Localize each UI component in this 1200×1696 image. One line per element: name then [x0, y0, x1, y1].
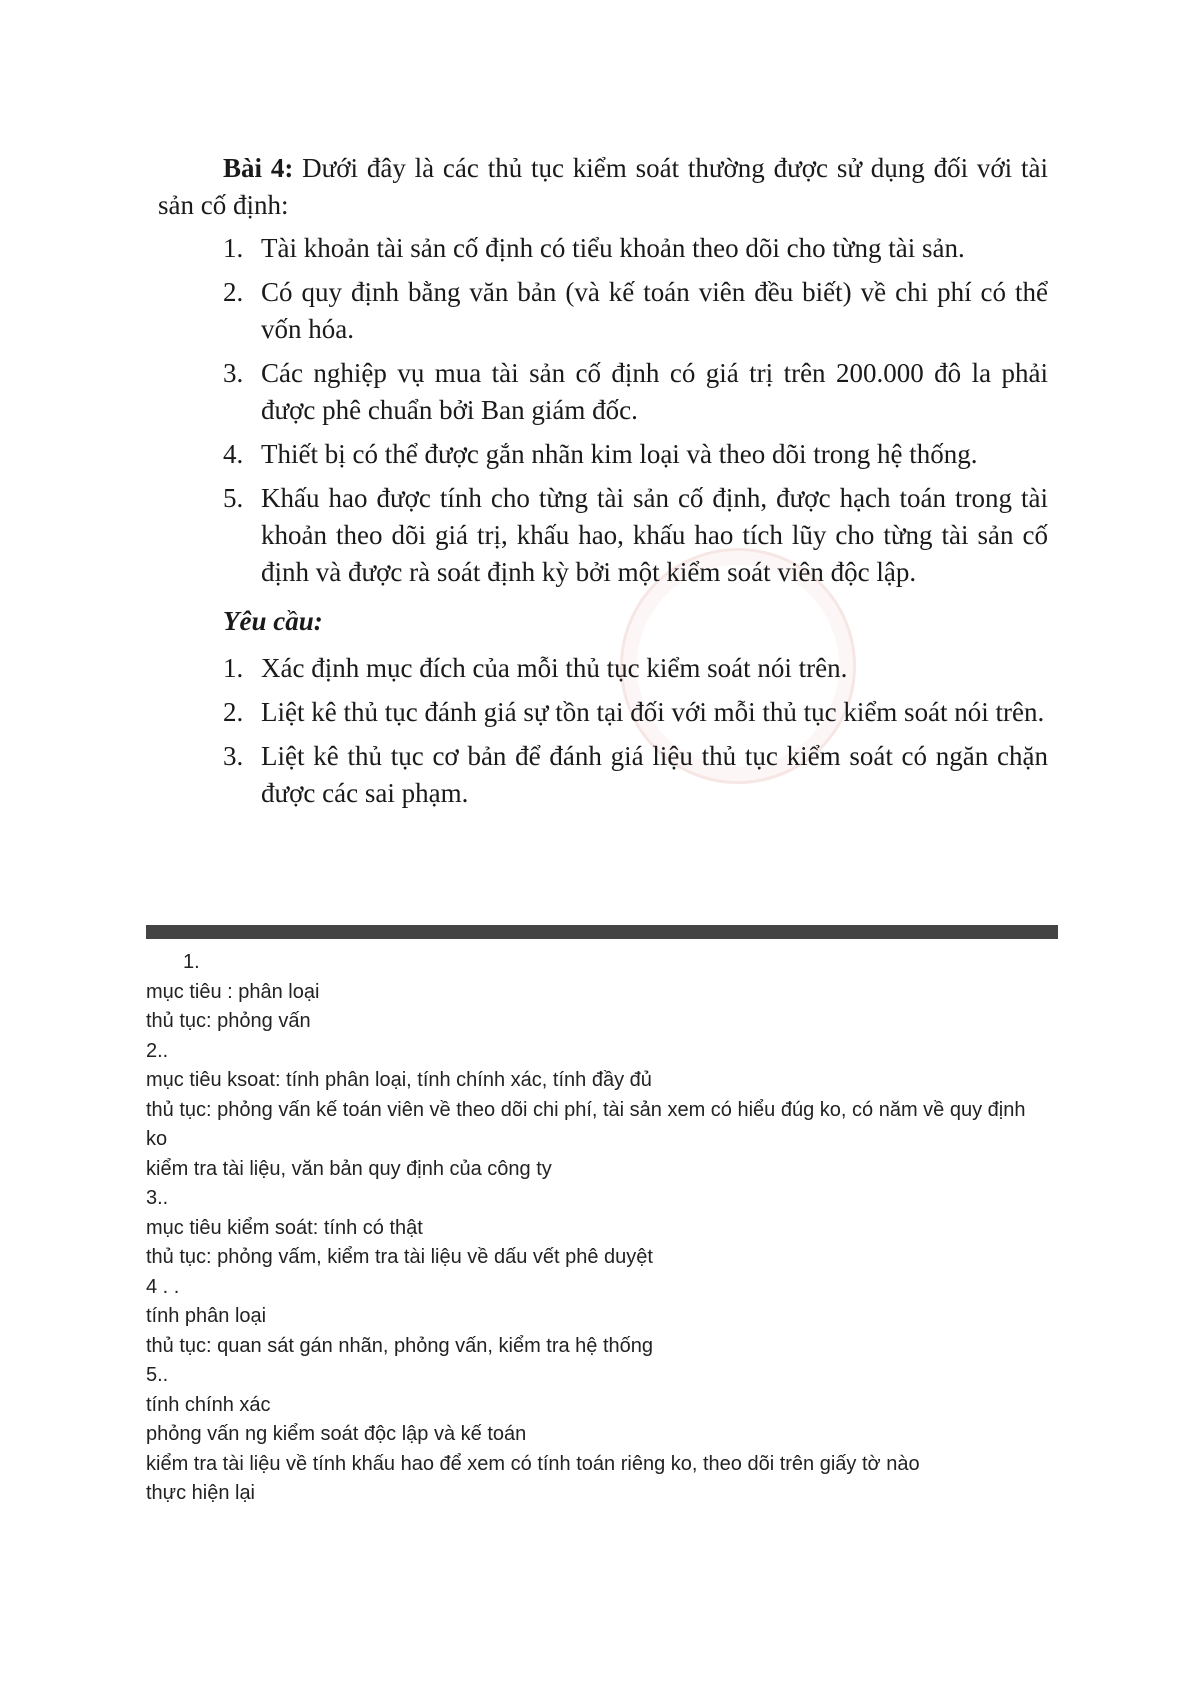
procedure-text: Khấu hao được tính cho từng tài sản cố định, được hạch toán trong tài khoản theo dõi giá trị, khấu hao, khấu hao tích lũy cho từng tài sản cố định và được rà soát định kỳ bởi một kiểm soát viên độc lập. — [261, 483, 1048, 587]
requirement-item — [158, 694, 1048, 731]
procedure-text: Tài khoản tài sản cố định có tiểu khoản theo dõi cho từng tài sản. — [261, 233, 965, 263]
section-divider — [146, 925, 1058, 939]
answer-line: 2.. — [146, 1039, 169, 1062]
requirement-text: Xác định mục đích của mỗi thủ tục kiểm soát nói trên. — [261, 653, 848, 683]
answer-line: 4 . . — [146, 1275, 180, 1298]
exercise-intro-text: Dưới đây là các thủ tục kiểm soát thường được sử dụng đối với tài sản cố định: — [158, 153, 1048, 220]
requirement-number: 3. — [223, 741, 244, 771]
requirement-item — [158, 738, 1048, 812]
answer-line: phỏng vấn ng kiểm soát độc lập và kế toán — [146, 1423, 527, 1445]
answer-line: mục tiêu : phân loại — [146, 980, 320, 1003]
procedure-item — [158, 355, 1048, 429]
answer-line: mục tiêu kiểm soát: tính có thật — [146, 1216, 423, 1239]
procedure-text: Có quy định bằng văn bản (và kế toán viên đều biết) về chi phí có thể vốn hóa. — [261, 277, 1048, 344]
answer-line: 3.. — [146, 1187, 169, 1209]
requirements-title: Yêu cầu: — [223, 606, 323, 636]
answer-line: thủ tục: phỏng vấn — [146, 1010, 311, 1032]
answer-line: 1. — [183, 951, 200, 973]
answer-line: tính chính xác — [146, 1393, 271, 1416]
procedure-item — [158, 436, 1048, 473]
procedure-number: 2. — [223, 277, 244, 307]
procedure-item — [158, 480, 1048, 591]
answer-notes — [146, 948, 1046, 1509]
procedure-item — [158, 274, 1048, 348]
answer-line: kiểm tra tài liệu về tính khấu hao để xem có tính toán riêng ko, theo dõi trên giấy tờ nào — [146, 1452, 920, 1475]
requirement-number: 2. — [223, 697, 244, 727]
procedure-number: 1. — [223, 233, 244, 263]
answer-line: 5.. — [146, 1364, 169, 1386]
procedure-text: Các nghiệp vụ mua tài sản cố định có giá trị trên 200.000 đô la phải được phê chuẩn bởi Ban giám đốc. — [261, 358, 1048, 425]
exercise-label: Bài 4: — [223, 153, 294, 183]
requirement-number: 1. — [223, 653, 244, 683]
procedure-item — [158, 230, 1048, 267]
answer-line: thủ tục: phỏng vấm, kiểm tra tài liệu về dấu vết phê duyệt — [146, 1246, 653, 1268]
procedure-text: Thiết bị có thể được gắn nhãn kim loại và theo dõi trong hệ thống. — [261, 439, 978, 469]
scanned-exercise — [158, 150, 1048, 824]
answer-line: thủ tục: quan sát gán nhãn, phỏng vấn, kiểm tra hệ thống — [146, 1334, 654, 1357]
answer-line: kiểm tra tài liệu, văn bản quy định của công ty — [146, 1157, 552, 1180]
procedure-number: 5. — [223, 483, 244, 513]
procedure-number: 4. — [223, 439, 244, 469]
answer-line: mục tiêu ksoat: tính phân loại, tính chính xác, tính đầy đủ — [146, 1069, 652, 1091]
procedure-list — [158, 230, 1048, 591]
answer-line: thực hiện lại — [146, 1482, 256, 1504]
requirement-text: Liệt kê thủ tục đánh giá sự tồn tại đối với mỗi thủ tục kiểm soát nói trên. — [261, 697, 1045, 727]
answer-line: thủ tục: phỏng vấn kế toán viên về theo dõi chi phí, tài sản xem có hiểu đúg ko, có năm về quy định ko — [146, 1098, 1026, 1150]
exercise-intro — [158, 150, 1048, 224]
requirement-list — [158, 650, 1048, 812]
procedure-number: 3. — [223, 358, 244, 388]
requirement-text: Liệt kê thủ tục cơ bản để đánh giá liệu thủ tục kiểm soát có ngăn chặn được các sai phạm. — [261, 741, 1048, 808]
requirement-item — [158, 650, 1048, 687]
answer-line: tính phân loại — [146, 1305, 267, 1327]
